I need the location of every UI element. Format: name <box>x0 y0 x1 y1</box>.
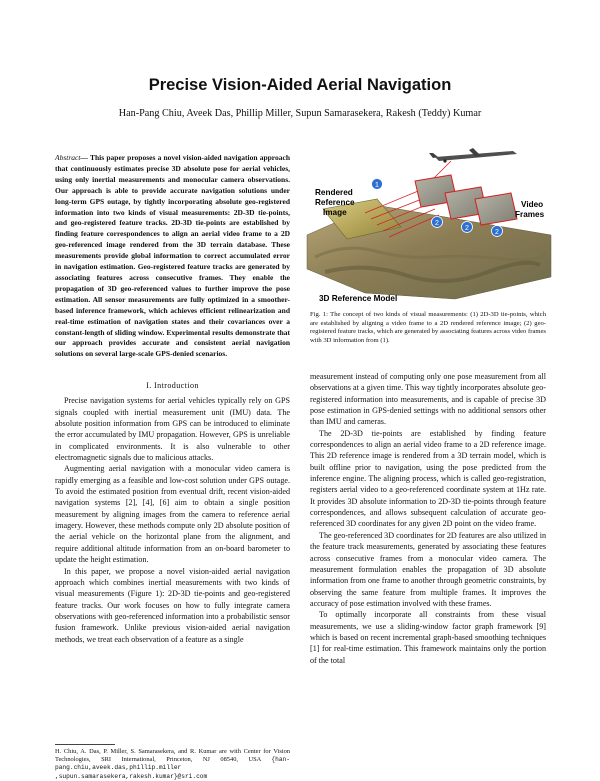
paragraph: The geo-referenced 3D coordinates for 2D features are also utilized in the feature track measurements, generated by associating these features across consecutive frames from a monocular video camera. The measurement formulation enables the propagation of 3D absolute information from one frame to another through geometric constraints, by observing the same feature from multiple frames. It improves the accuracy of pose estimation involved with these frames. <box>310 530 546 608</box>
rendered-label: Rendered <box>315 188 353 197</box>
figure-caption: Fig. 1: The concept of two kinds of visual measurements: (1) 2D-3D tie-points, which are established by aligning a video frame to a 2D rendered reference image; (2) geo-registered feature tracks, which are generated by associating features across video frames with 3D information from (1). <box>310 311 546 344</box>
abstract-lead: Abstract <box>55 153 81 162</box>
reference-label: Reference <box>315 198 355 207</box>
paper-title: Precise Vision-Aided Aerial Navigation <box>148 76 452 94</box>
model-label: 3D Reference Model <box>319 294 398 303</box>
marker-2-label: 2 <box>435 220 439 227</box>
footnote-divider <box>55 744 115 745</box>
image-label: Image <box>323 208 347 217</box>
video-frame <box>475 193 517 225</box>
figure-1 <box>305 147 553 305</box>
section-heading: I. Introduction <box>146 381 199 390</box>
marker-2 <box>492 226 503 237</box>
marker-2 <box>432 217 443 228</box>
footnote-emails: {han-pang.chiu,aveek.das,phillip.miller ,supun.samarasekera,rakesh.kumar}@sri.com <box>55 756 290 780</box>
introduction-right <box>310 371 546 666</box>
paragraph: To optimally incorporate all constraints from these visual measurements, we use a sliding-window factor graph framework [9] which is based on recent incremental graph-based smoothing techniques [1] for real-time estimation. This framework maintains only the portion of the total <box>310 610 546 665</box>
paragraph: Precise navigation systems for aerial vehicles typically rely on GPS signals coupled with inertial measurement unit (IMU) data. The absolute position information from GPS can be introduced to eliminate the error accumulated by IMU propagation. However, GPS is unreliable in complicated environments. It is also vulnerable to other electromagnetic signals due to malicious attacks. <box>55 396 290 463</box>
marker-2-label: 2 <box>495 229 499 236</box>
author-list: Han-Pang Chiu, Aveek Das, Phillip Miller, Supun Samarasekera, Rakesh (Teddy) Kumar <box>118 108 482 119</box>
abstract <box>55 153 290 360</box>
paragraph: measurement instead of computing only one pose measurement from all observations at a given time. This way tightly incorporates absolute geo-registered information into measurements, and is capable of precise 3D pose estimation in GPS-denied settings with no additional sensors other than IMU and cameras. <box>310 372 546 427</box>
marker-1-label: 1 <box>375 182 379 189</box>
aircraft-icon <box>429 148 517 163</box>
abstract-text: — This paper proposes a novel vision-aided navigation approach that continuously estimates precise 3D absolute pose for aerial vehicles, using only inertial measurements and monocular camera observations. Our approach is able to provide accurate navigation solutions under long-term GPS outage, by tightly incorporating absolute geo-registered information into two kinds of visual measurements: 2D-3D tie-points, and geo-registered feature tracks. 2D-3D tie-points are established by finding feature correspondences to align an aerial video frame to a 2D geo-referenced image rendered from the 3D terrain database. These measurements provide global information to correct accumulated error in navigation estimation. Geo-registered feature tracks are generated by associating features across consecutive frames. They enable the propagation of 3D geo-referenced values to further improve the pose estimation. All sensor measurements are fully optimized in a smoother-based inference framework, which achieves efficient relinearization and real-time estimation of navigation states and their covariances over a constant-length of sliding window. Experimental results demonstrate that our approach provides accurate and consistent aerial navigation solutions on several large-scale GPS-denied scenarios. <box>55 153 290 359</box>
marker-1 <box>372 179 383 190</box>
footnote-affiliation: H. Chiu, A. Das, P. Miller, S. Samarasekera, and R. Kumar are with Center for Vision Technologies, SRI International, Princeton, NJ 08540, USA <box>55 748 290 764</box>
marker-2 <box>462 222 473 233</box>
paragraph: The 2D-3D tie-points are established by finding feature correspondences to align an aerial video frame to a 2D reference image. This 2D reference image is rendered from a 3D terrain model, which is built offline prior to navigation, using the pose predicted from the inference engine. The aligning process, which is called geo-registration, registers aerial video to a geo-referenced coordinate system at 1Hz rate. It provides 3D absolute information to 2D-3D tie-points through feature correspondences, and allows subsequent calculation of accurate geo-referenced 3D coordinates for any given 2D point on the video frame. <box>310 428 546 529</box>
frames-label: Frames <box>515 210 545 219</box>
paragraph: Augmenting aerial navigation with a monocular video camera is rapidly emerging as a feasible and low-cost solution under GPS outage. To avoid the estimated position from eventual drift, recent vision-aided navigation systems [2], [4], [6] aim to obtain a single position measurement by aligning images from the camera to reference aerial imagery. However, these methods compute only 2D absolute position of the aerial vehicle on the horizontal plane from the alignment, and require additional altitude information from an on-board barometer to update the height estimation. <box>55 464 290 565</box>
video-label: Video <box>521 200 544 209</box>
paragraph: In this paper, we propose a novel vision-aided aerial navigation approach which combines inertial measurements with two kinds of visual measurements (Figure 1): 2D-3D tie-points and geo-registered feature tracks. Our work focuses on how to fully integrate camera observations with geo-referenced information into a probabilistic sensor fusion framework. Unlike previous vision-aided aerial navigation methods, we treat each observation of a feature as a single <box>55 566 290 644</box>
marker-2-label: 2 <box>465 225 469 232</box>
introduction-left <box>55 373 290 645</box>
